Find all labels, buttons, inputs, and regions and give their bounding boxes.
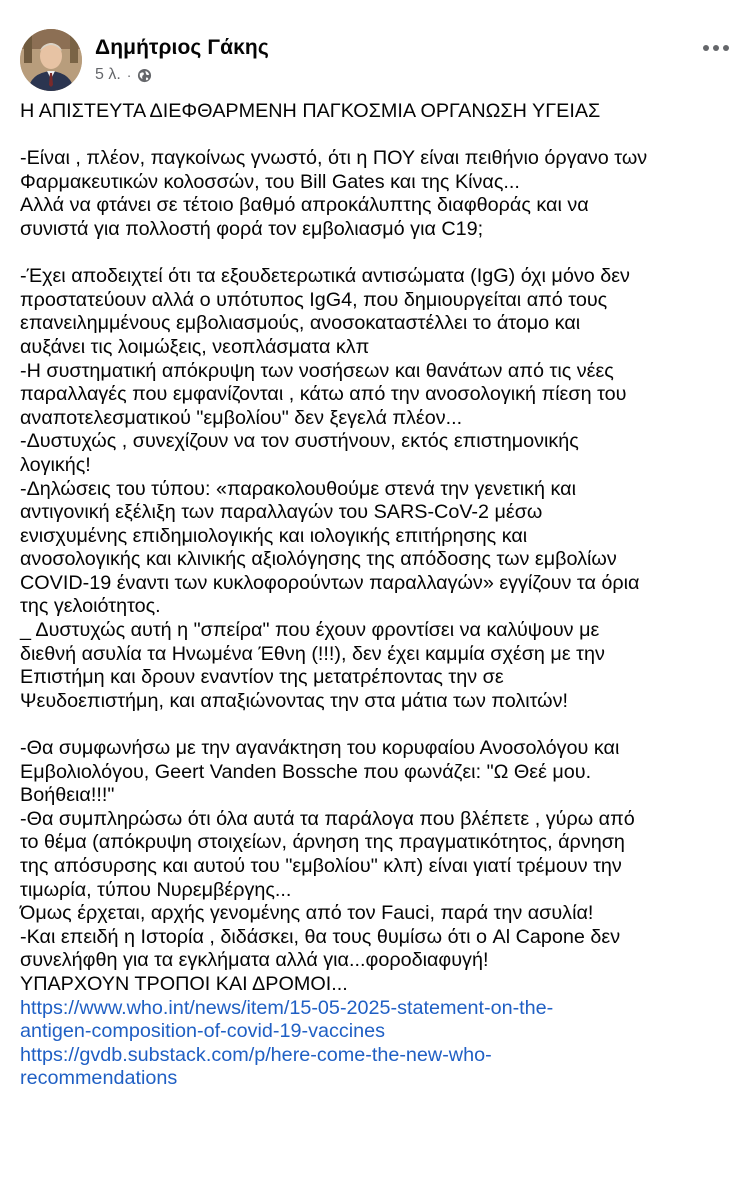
more-options-icon: [703, 45, 709, 51]
post-text-line: Όμως έρχεται, αρχής γενομένης από τον Fauci, παρά την ασυλία!: [20, 902, 594, 925]
post-text-line: τιμωρία, τύπου Νυρεμβέργης...: [20, 878, 292, 901]
more-options-button[interactable]: [689, 35, 729, 61]
post-text-line: προστατεύουν αλλά ο υπότυπος IgG4, που δημιουργείται από τους: [20, 288, 608, 311]
meta-separator: ·: [126, 67, 132, 83]
author-name[interactable]: Δημήτριος Γάκης: [95, 36, 269, 59]
post-time[interactable]: 5 λ.: [95, 66, 121, 83]
post-text-line: -Η συστηματική απόκρυψη των νοσήσεων και θανάτων από τις νέες: [20, 359, 614, 382]
post-link[interactable]: [20, 1044, 735, 1091]
post-link-text[interactable]: antigen-composition-of-covid-19-vaccines: [20, 1020, 386, 1043]
post-text-line: [20, 713, 735, 737]
post-text-line: [20, 124, 735, 148]
globe-icon[interactable]: [137, 68, 152, 83]
post-text-line: Ψευδοεπιστήμη, και απαξιώνοντας την στα μάτια των πολιτών!: [20, 689, 569, 712]
post-text-line: ΥΠΑΡΧΟΥΝ ΤΡΟΠΟΙ ΚΑΙ ΔΡΟΜΟΙ...: [20, 972, 348, 995]
post-text-line: Αλλά να φτάνει σε τέτοιο βαθμό απροκάλυπτης διαφθοράς και να: [20, 194, 589, 217]
post-text-line: -Θα συμφωνήσω με την αγανάκτηση του κορυφαίου Ανοσολόγου και: [20, 737, 620, 760]
post-text-line: -Θα συμπληρώσω ότι όλα αυτά τα παράλογα που βλέπετε , γύρω από: [20, 807, 635, 830]
post-text-line: Φαρμακευτικών κολοσσών, του Bill Gates και της Κίνας...: [20, 170, 520, 193]
post-link-text[interactable]: recommendations: [20, 1067, 178, 1090]
post-text-line: επανειλημμένους εμβολιασμούς, ανοσοκαταστέλλει το άτομο και: [20, 312, 581, 335]
post-text-line: COVID-19 έναντι των κυκλοφορούντων παραλλαγών» εγγίζουν τα όρια: [20, 571, 640, 594]
post-text-line: αναποτελεσματικού "εμβολίου" δεν ξεγελά πλέον...: [20, 406, 463, 429]
post-text-line: -Είναι , πλέον, παγκοίνως γνωστό, ότι η ΠΟΥ είναι πειθήνιο όργανο των: [20, 147, 648, 170]
post-link[interactable]: [20, 997, 735, 1044]
post-text-line: συνελήφθη για τα εγκλήματα αλλά για...φοροδιαφυγή!: [20, 949, 489, 972]
post-text-line: διεθνή ασυλία τα Ηνωμένα Έθνη (!!!), δεν έχει καμμία σχέση με την: [20, 642, 605, 665]
post-text-line: -Δηλώσεις του τύπου: «παρακολουθούμε στενά την γενετική και: [20, 477, 577, 500]
post-link-text[interactable]: https://gvdb.substack.com/p/here-come-the-new-who-: [20, 1043, 492, 1066]
post-meta: [95, 66, 152, 84]
post-text-line: αυξάνει τις λοιμώξεις, νεοπλάσματα κλπ: [20, 335, 370, 358]
post-text-line: συνιστά για πολλοστή φορά τον εμβολιασμό για C19;: [20, 217, 484, 240]
post-text-line: το θέμα (απόκρυψη στοιχείων, άρνηση της πραγματικότητος, άρνηση: [20, 831, 625, 854]
post-text-line: Βοήθεια!!!": [20, 784, 115, 807]
post-text-line: Επιστήμη και δρουν εναντίον της μετατρέποντας την σε: [20, 666, 504, 689]
post-text-line: Εμβολιολόγου, Geert Vanden Bossche που φωνάζει: "Ω Θεέ μου.: [20, 760, 592, 783]
post-text-line: Η ΑΠΙΣΤΕΥΤΑ ΔΙΕΦΘΑΡΜΕΝΗ ΠΑΓΚΟΣΜΙΑ ΟΡΓΑΝΩΣΗ ΥΓΕΙΑΣ: [20, 100, 601, 122]
post-text-line: -Δυστυχώς , συνεχίζουν να τον συστήνουν, εκτός επιστημονικής: [20, 430, 579, 453]
profile-photo-icon: [20, 29, 82, 91]
post-text-line: λογικής!: [20, 453, 91, 476]
post-text-line: ανοσολογικής και κλινικής αξιολόγησης της απόδοσης των εμβολίων: [20, 548, 617, 571]
post-text-line: της απόσυρσης και αυτού του "εμβολίου" κλπ) είναι γιατί τρέμουν την: [20, 855, 622, 877]
post-text-line: -Έχει αποδειχτεί ότι τα εξουδετερωτικά αντισώματα (IgG) όχι μόνο δεν: [20, 265, 630, 288]
post-text-line: της γελοιότητος.: [20, 595, 161, 618]
post-text-line: [20, 242, 735, 266]
post-header: [20, 27, 729, 93]
post-text-line: παραλλαγές που εμφανίζονται , κάτω από την ανοσολογική πίεση του: [20, 383, 627, 406]
post-text-line: ενισχυμένης επιδημιολογικής και ιολογικής επιτήρησης και: [20, 524, 528, 547]
post-link-text[interactable]: https://www.who.int/news/item/15-05-2025-statement-on-the-: [20, 996, 554, 1019]
post-text-line: _ Δυστυχώς αυτή η "σπείρα" που έχουν φροντίσει να καλύψουν με: [20, 619, 600, 642]
author-avatar[interactable]: [20, 29, 82, 91]
post-text-line: αντιγονική εξέλιξη των παραλλαγών του SARS-CoV-2 μέσω: [20, 501, 543, 524]
post-text-line: -Και επειδή η Ιστορία , διδάσκει, θα τους θυμίσω ότι ο Al Capone δεν: [20, 925, 621, 948]
post-body: [20, 100, 735, 1091]
